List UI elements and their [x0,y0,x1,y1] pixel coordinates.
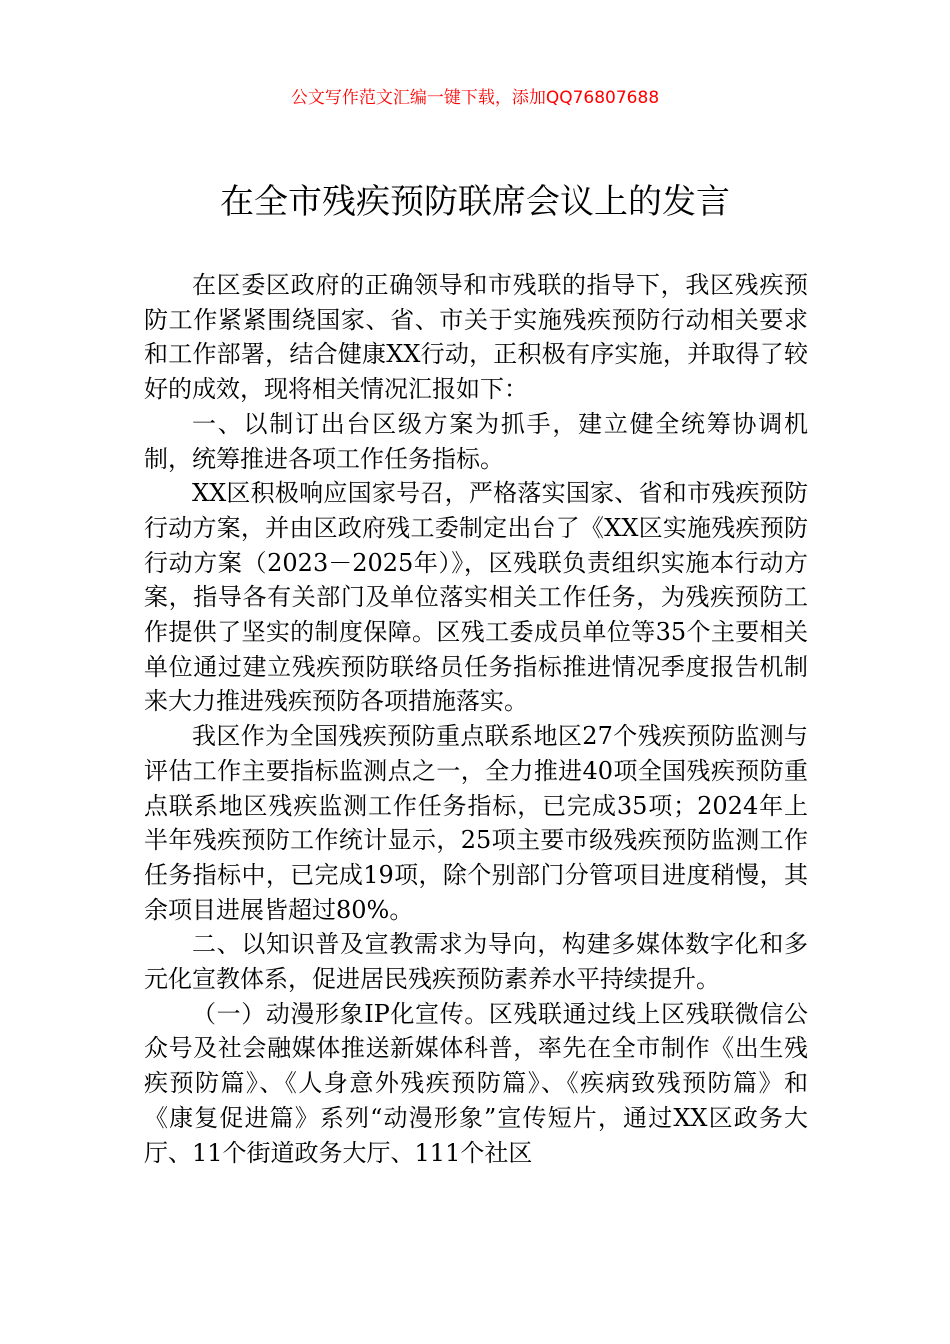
paragraph-body: XX区积极响应国家号召，严格落实国家、省和市残疾预防行动方案，并由区政府残工委制定出台了《XX区实施残疾预防行动方案（2023－2025年）》，区残联负责组织实施本行动方案，指导各有关部门及单位落实相关工作任务，为残疾预防工作提供了坚实的制度保障。区残工委成员单位等35个主要相关单位通过建立残疾预防联络员任务指标推进情况季度报告机制来大力推进残疾预防各项措施落实。 [144,479,808,716]
paragraph-body: 我区作为全国残疾预防重点联系地区27个残疾预防监测与评估工作主要指标监测点之一，全力推进40项全国残疾预防重点联系地区残疾监测工作任务指标，已完成35项；2024年上半年残疾预防工作统计显示，25项主要市级残疾预防监测工作任务指标中，已完成19项，除个别部门分管项目进度稍慢，其余项目进展皆超过80%。 [144,722,808,924]
section-heading-2: 二、以知识普及宣教需求为导向，构建多媒体数字化和多元化宣教体系，促进居民残疾预防素养水平持续提升。 [144,930,808,994]
paragraph-intro: 在区委区政府的正确领导和市残联的指导下，我区残疾预防工作紧紧围绕国家、省、市关于实施残疾预防行动相关要求和工作部署，结合健康XX行动，正积极有序实施，并取得了较好的成效，现将相关情况汇报如下： [144,271,808,404]
document-body [144,268,808,1170]
paragraph-body: （一）动漫形象IP化宣传。区残联通过线上区残联微信公众号及社会融媒体推送新媒体科普，率先在全市制作《出生残疾预防篇》、《人身意外残疾预防篇》、《疾病致残预防篇》和《康复促进篇》系列“动漫形象”宣传短片，通过XX区政务大厅、11个街道政务大厅、111个社区 [144,999,808,1167]
section-heading-1: 一、以制订出台区级方案为抓手，建立健全统筹协调机制，统筹推进各项工作任务指标。 [144,409,808,473]
header-note: 公文写作范文汇编一键下载，添加QQ76807688 [290,88,660,108]
page-title: 在全市残疾预防联席会议上的发言 [220,182,730,222]
